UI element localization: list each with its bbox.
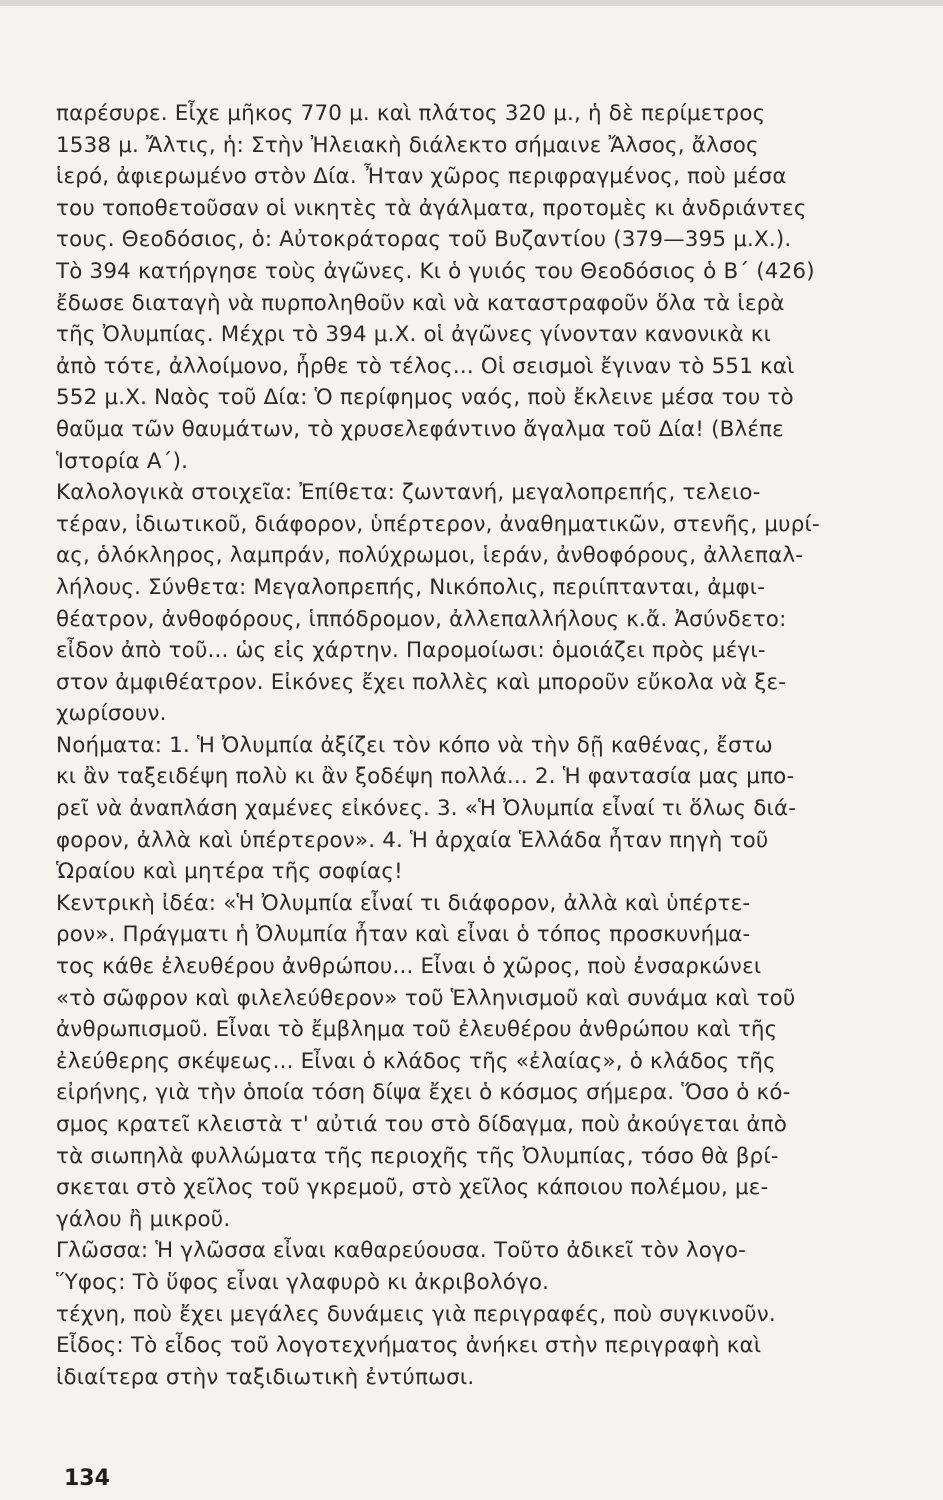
text-line: παρέσυρε. Εἶχε μῆκος 770 μ. καὶ πλάτος 320 μ., ἡ δὲ περίμετρος <box>56 101 766 126</box>
text-line: λήλους. Σύνθετα: Μεγαλοπρεπής, Νικόπολις, περιίπτανται, ἀμφι- <box>56 574 766 600</box>
text-line: κι ἂν ταξειδέψη πολὺ κι ἂν ξοδέψη πολλά... 2. Ἡ φαντασία μας μπο- <box>56 764 795 790</box>
text-line: τους. Θεοδόσιος, ὁ: Αὐτοκράτορας τοῦ Βυζαντίου (379—395 μ.Χ.). <box>56 227 792 253</box>
body-text <box>56 98 918 1393</box>
text-line: φορον, ἀλλὰ καὶ ὑπέρτερον». 4. Ἡ ἀρχαία Ἑλλάδα ἦταν πηγὴ τοῦ <box>56 827 769 853</box>
text-line: τέραν, ἰδιωτικοῦ, διάφορον, ὑπέρτερον, ἀναθηματικῶν, στενῆς, μυρί- <box>56 511 820 537</box>
text-line: θαῦμα τῶν θαυμάτων, τὸ χρυσελεφάντινο ἄγαλμα τοῦ Δία! (Βλέπε <box>56 416 784 442</box>
text-line: ἔδωσε διαταγὴ νὰ πυρποληθοῦν καὶ νὰ καταστραφοῦν ὅλα τὰ ἱερὰ <box>56 290 785 316</box>
text-line: 1538 μ. Ἄλτις, ἡ: Στὴν Ἠλειακὴ διάλεκτο σήμαινε Ἄλσος, ἄλσος <box>56 132 759 158</box>
page-number: 134 <box>64 1466 110 1491</box>
text-line: ἀνθρωπισμοῦ. Εἶναι τὸ ἔμβλημα τοῦ ἐλευθέρου ἀνθρώπου καὶ τῆς <box>56 1017 778 1043</box>
text-line: Ὕφος: Τὸ ὕφος εἶναι γλαφυρὸ κι ἀκριβολόγο. <box>56 1269 550 1295</box>
text-line: χωρίσουν. <box>56 701 167 727</box>
text-line: ἱερό, ἀφιερωμένο στὸν Δία. Ἦταν χῶρος περιφραγμένος, ποὺ μέσα <box>56 164 787 190</box>
text-line: 552 μ.Χ. Ναὸς τοῦ Δία: Ὁ περίφημος ναός, ποὺ ἔκλεινε μέσα του τὸ <box>56 385 794 411</box>
text-line: σμος κρατεῖ κλειστὰ τ' αὐτιά του στὸ δίδαγμα, ποὺ ἀκούγεται ἀπὸ <box>56 1112 787 1137</box>
text-line: Κεντρικὴ ἰδέα: «Ἡ Ὀλυμπία εἶναί τι διάφορον, ἀλλὰ καὶ ὑπέρτε- <box>56 890 751 916</box>
text-line: ἀπὸ τότε, ἀλλοίμονο, ἦρθε τὸ τέλος... Οἱ σεισμοὶ ἔγιναν τὸ 551 καὶ <box>56 353 795 379</box>
text-line: σκεται στὸ χεῖλος τοῦ γκρεμοῦ, στὸ χεῖλος κάποιου πολέμου, με- <box>56 1175 769 1201</box>
text-line: Γλῶσσα: Ἡ γλῶσσα εἶναι καθαρεύουσα. Τοῦτο ἀδικεῖ τὸν λογο- <box>56 1238 747 1264</box>
text-line: εἰρήνης, γιὰ τὴν ὁποία τόση δίψα ἔχει ὁ κόσμος σήμερα. Ὅσο ὁ κό- <box>56 1080 791 1106</box>
text-line: ρον». Πράγματι ἡ Ὀλυμπία ἦταν καὶ εἶναι ὁ τόπος προσκυνήμα- <box>56 922 751 948</box>
text-line: ἰδιαίτερα στὴν ταξιδιωτικὴ ἐντύπωσι. <box>56 1364 475 1390</box>
text-line: Εἶδος: Τὸ εἶδος τοῦ λογοτεχνήματος ἀνήκει στὴν περιγραφὴ καὶ <box>56 1333 762 1359</box>
text-line: τὰ σιωπηλὰ φυλλώματα τῆς περιοχῆς τῆς Ὀλυμπίας, τόσο θὰ βρί- <box>56 1143 779 1169</box>
text-line: Καλολογικὰ στοιχεῖα: Ἐπίθετα: ζωντανή, μεγαλοπρεπής, τελειο- <box>56 480 761 506</box>
text-line: ας, ὁλόκληρος, λαμπράν, πολύχρωμοι, ἱεράν, ἀνθοφόρους, ἀλλεπαλ- <box>56 543 804 569</box>
text-line: ἐλεύθερης σκέψεως... Εἶναι ὁ κλάδος τῆς «ἐλαίας», ὁ κλάδος τῆς <box>56 1048 776 1074</box>
text-line: τέχνη, ποὺ ἔχει μεγάλες δυνάμεις γιὰ περιγραφές, ποὺ συγκινοῦν. <box>56 1301 776 1327</box>
text-line: Ὡραίου καὶ μητέρα τῆς σοφίας! <box>56 859 403 885</box>
text-line: «τὸ σῶφρον καὶ φιλελεύθερον» τοῦ Ἑλληνισμοῦ καὶ συνάμα καὶ τοῦ <box>56 985 796 1011</box>
page-top-edge <box>0 0 943 6</box>
text-line: γάλου ἢ μικροῦ. <box>56 1206 231 1232</box>
text-line: εἶδον ἀπὸ τοῦ... ὡς εἰς χάρτην. Παρομοίωσι: ὁμοιάζει πρὸς μέγι- <box>56 638 766 664</box>
text-line: Ἱστορία Α΄). <box>56 448 189 474</box>
text-line: θέατρον, ἀνθοφόρους, ἱππόδρομον, ἀλλεπαλλήλους κ.ἄ. Ἀσύνδετο: <box>56 606 787 632</box>
text-line: τῆς Ὀλυμπίας. Μέχρι τὸ 394 μ.Χ. οἱ ἀγῶνες γίνονταν κανονικὰ κι <box>56 322 772 348</box>
text-line: του τοποθετοῦσαν οἱ νικητὲς τὰ ἀγάλματα, προτομὲς κι ἀνδριάντες <box>56 195 807 221</box>
text-line: Νοήματα: 1. Ἡ Ὀλυμπία ἀξίζει τὸν κόπο νὰ τὴν δῇ καθένας, ἔστω <box>56 732 773 758</box>
text-line: Τὸ 394 κατήργησε τοὺς ἀγῶνες. Κι ὁ γυιός του Θεοδόσιος ὁ Β΄ (426) <box>56 258 815 284</box>
text-line: τος κάθε ἐλευθέρου ἀνθρώπου... Εἶναι ὁ χῶρος, ποὺ ἐνσαρκώνει <box>56 954 762 980</box>
text-line: ρεῖ νὰ ἀναπλάση χαμένες εἰκόνες. 3. «Ἡ Ὀλυμπία εἶναί τι ὅλως διά- <box>56 796 797 822</box>
text-line: στον ἀμφιθέατρον. Εἰκόνες ἔχει πολλὲς καὶ μποροῦν εὔκολα νὰ ξε- <box>56 669 787 695</box>
